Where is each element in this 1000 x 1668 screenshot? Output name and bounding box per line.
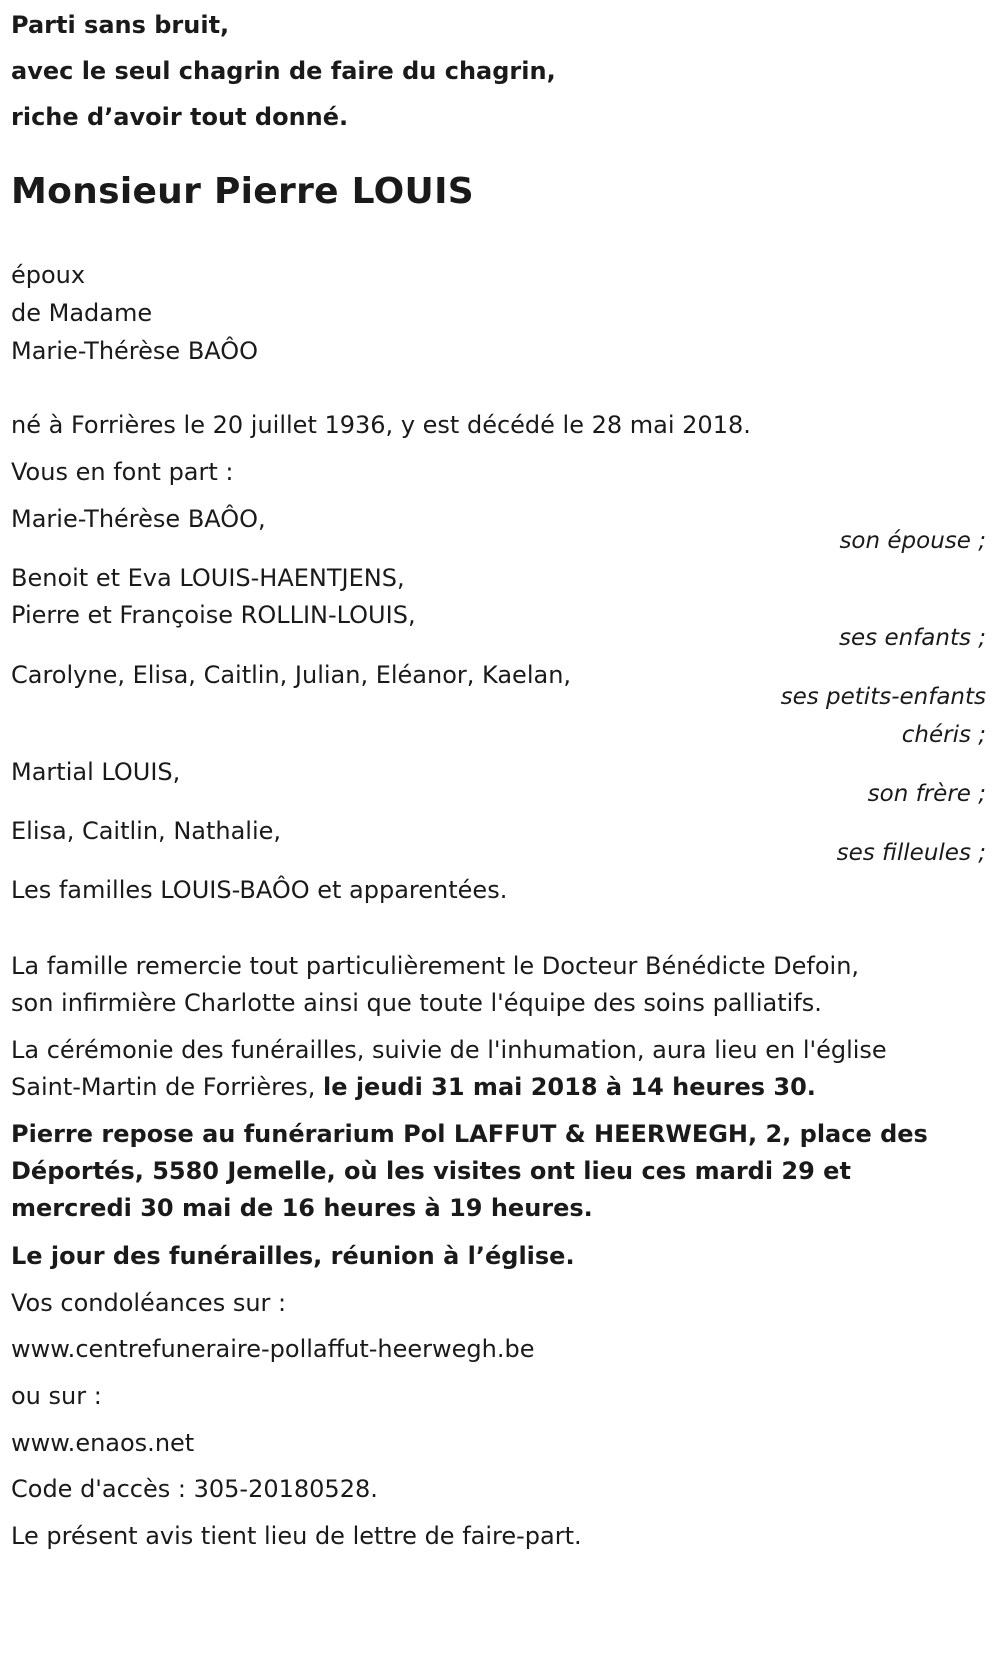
visitation-line-1: Pierre repose au funérarium Pol LAFFUT & HEERWEGH, 2, place des <box>11 1120 928 1148</box>
family-brother-relation: son frère ; <box>867 781 986 807</box>
condolences-intro: Vos condoléances sur : <box>11 1289 287 1317</box>
family-brother-name: Martial LOUIS, <box>11 758 181 786</box>
poem-line-1: Parti sans bruit, <box>11 11 230 39</box>
family-goddaughters-relation: ses filleules ; <box>836 840 986 866</box>
closing-note: Le présent avis tient lieu de lettre de faire-part. <box>11 1522 582 1550</box>
deceased-name: Monsieur Pierre LOUIS <box>11 171 474 212</box>
ceremony-place: Saint-Martin de Forrières, <box>11 1073 323 1101</box>
poem-line-2: avec le seul chagrin de faire du chagrin, <box>11 57 556 85</box>
family-grandchildren-names: Carolyne, Elisa, Caitlin, Julian, Eléanor, Kaelan, <box>11 661 572 689</box>
family-grandchildren-relation-1: ses petits-enfants <box>780 684 986 710</box>
family-grandchildren-relation-2: chéris ; <box>901 722 986 748</box>
family-children-name-2: Pierre et Françoise ROLLIN-LOUIS, <box>11 601 416 629</box>
spouse-line-3: Marie-Thérèse BAÔO <box>11 337 259 365</box>
family-children-relation: ses enfants ; <box>839 625 986 651</box>
condolences-url-2[interactable]: www.enaos.net <box>11 1429 195 1457</box>
visitation-line-3: mercredi 30 mai de 16 heures à 19 heures. <box>11 1194 593 1222</box>
thanks-line-1: La famille remercie tout particulièrement le Docteur Bénédicte Defoin, <box>11 952 860 980</box>
ceremony-line-1: La cérémonie des funérailles, suivie de l'inhumation, aura lieu en l'église <box>11 1036 887 1064</box>
access-code: Code d'accès : 305-20180528. <box>11 1475 378 1503</box>
family-goddaughters-names: Elisa, Caitlin, Nathalie, <box>11 817 282 845</box>
birth-death: né à Forrières le 20 juillet 1936, y est décédé le 28 mai 2018. <box>11 411 751 439</box>
thanks-line-2: son infirmière Charlotte ainsi que toute l'équipe des soins palliatifs. <box>11 989 822 1017</box>
poem-line-3: riche d’avoir tout donné. <box>11 103 349 131</box>
ceremony-datetime: le jeudi 31 mai 2018 à 14 heures 30. <box>322 1073 816 1101</box>
family-spouse-name: Marie-Thérèse BAÔO, <box>11 505 266 533</box>
announcement-intro: Vous en font part : <box>11 458 234 486</box>
ceremony-line-2 <box>11 1072 816 1102</box>
family-children-name-1: Benoit et Eva LOUIS-HAENTJENS, <box>11 564 405 592</box>
condolences-or: ou sur : <box>11 1382 102 1410</box>
reunion-note: Le jour des funérailles, réunion à l’église. <box>11 1242 575 1270</box>
visitation-line-2: Déportés, 5580 Jemelle, où les visites ont lieu ces mardi 29 et <box>11 1157 851 1185</box>
family-spouse-relation: son épouse ; <box>839 528 986 554</box>
condolences-url-1[interactable]: www.centrefuneraire-pollaffut-heerwegh.be <box>11 1335 535 1363</box>
extended-families: Les familles LOUIS-BAÔO et apparentées. <box>11 876 508 904</box>
spouse-line-2: de Madame <box>11 299 153 327</box>
spouse-line-1: époux <box>11 261 86 289</box>
